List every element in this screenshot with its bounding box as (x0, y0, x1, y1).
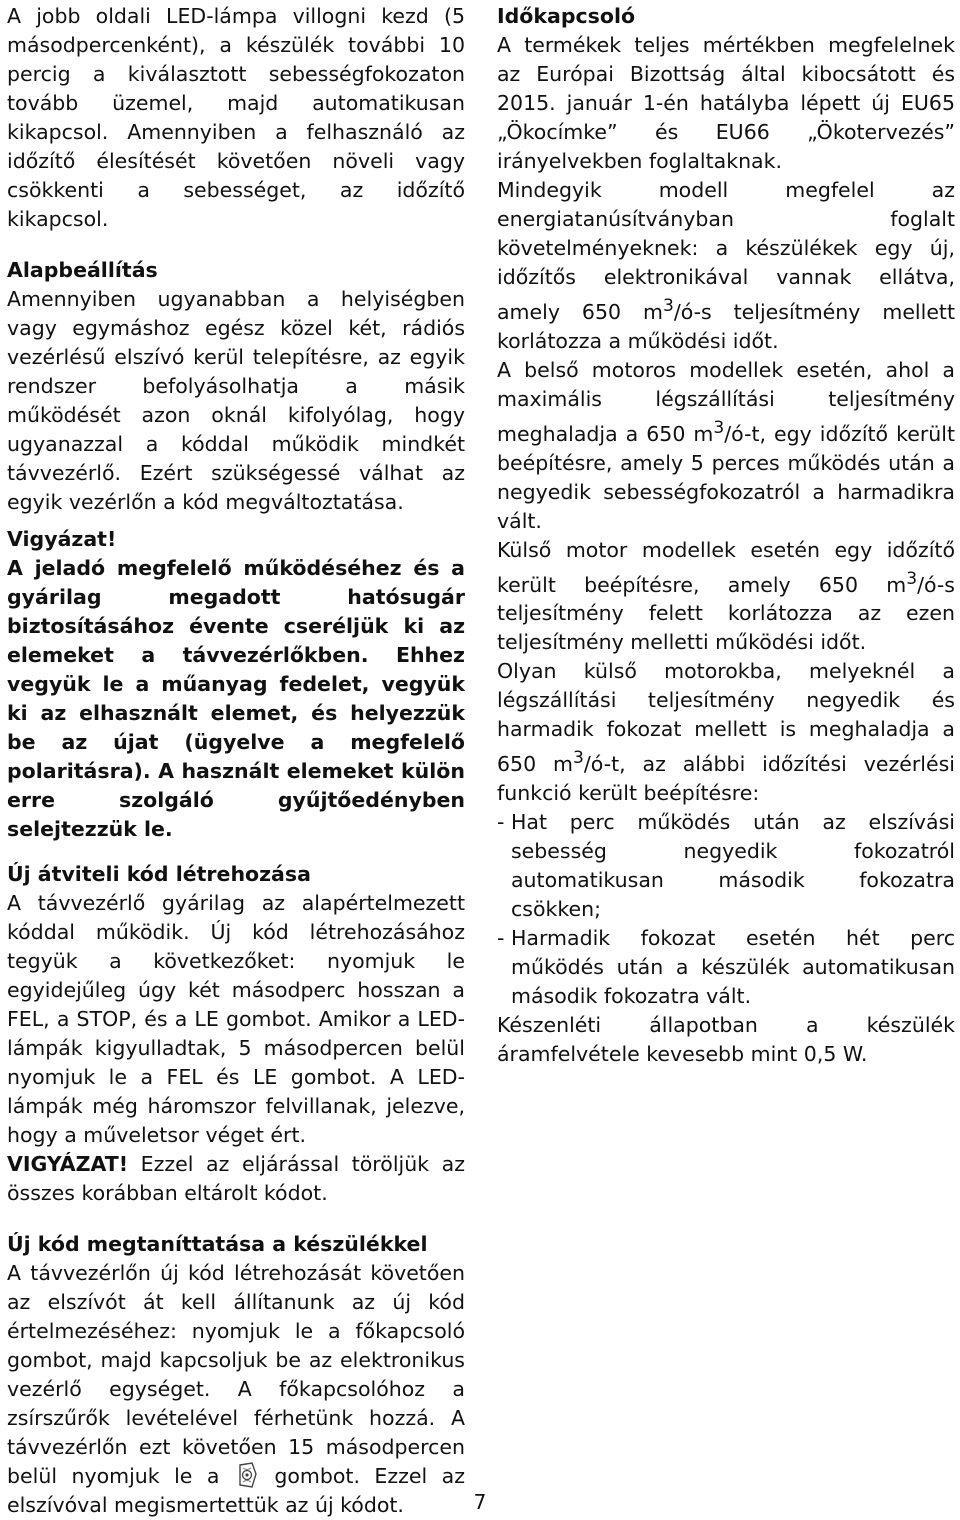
timer-paragraph-2 (497, 176, 955, 356)
timer-p3-part-a: A belső motoros modellek esetén, ahol a maximális légszállítási teljesítmény meghaladja a 650 m (497, 357, 955, 446)
list-item-text: Harmadik fokozat esetén hét perc működés után a készülék automatikusan második fokozatra vált. (511, 926, 955, 1009)
timer-p5-part-b: /ó-t, az alábbi időzítési vezérlési funkció került beépítésre: (497, 752, 955, 806)
timer-paragraph-4 (497, 536, 955, 658)
timer-p5-part-a: Olyan külső motorokba, melyeknél a légszállítási teljesítmény negyedik és harmadik fokozat mellett is meghaladja a 650 m (497, 659, 955, 777)
timer-paragraph-1: A termékek teljes mértékben megfelelnek az Európai Bizottság által kibocsátott és 2015. január 1-én hatályba lépett új EU65 „Ökocímke” és EU66 „Ökotervezés” irányelvekben foglaltaknak. (497, 33, 955, 173)
teach-code-text-after: gombot. Ezzel az elszívóval megismertettük az új kódot. (7, 1464, 465, 1517)
teach-code-paragraph (7, 1259, 465, 1520)
warning-paragraph: A jeladó megfelelő működéséhez és a gyárilag megadott hatósugár biztosításához évente cseréljük ki az elemeket a távvezérlőkben. Ehhez vegyük le a műanyag fedelet, vegyük ki az elhasznált elemet, és helyezzük be az újat (ügyelve a megfelelő polaritásra). A használt elemeket külön erre szolgáló gyűjtőedényben selejtezzük le. (7, 556, 465, 841)
teach-code-heading: Új kód megtaníttatása a készülékkel (7, 1232, 428, 1256)
timer-p4-part-a: Külső motor modellek esetén egy időzítő került beépítésre, amely 650 m (497, 537, 955, 597)
superscript-3: 3 (572, 748, 584, 769)
new-code-paragraph: A távvezérlő gyárilag az alapértelmezett kóddal működik. Új kód létrehozásához tegyük a következőket: nyomjuk le egyidejűleg úgy két másodperc hosszan a FEL, a STOP, és a LE gombot. Amikor a LED-lámpák kigyulladtak, 5 másodpercen belül nyomjuk le a FEL és LE gombot. A LED-lámpák még háromszor felvillanak, jelezve, hogy a műveletsor véget ért. (7, 891, 465, 1147)
timer-p3-part-b: /ó-t, egy időzítő került beépítésre, amely 5 perces működés után a negyedik sebességfokozatról a harmadikra vált. (497, 421, 956, 533)
timer-paragraph-6: Készenléti állapotban a készülék áramfelvétele kevesebb mint 0,5 W. (497, 1013, 955, 1067)
list-item (497, 808, 955, 924)
intro-paragraph: A jobb oldali LED-lámpa villogni kezd (5 másodpercenként), a készülék további 10 percig a kiválasztott sebességfokozaton tovább üzemel, majd automatikusan kikapcsol. Amennyiben a felhasználó az időzítő élesítését követően növeli vagy csökkenti a sebességet, az időzítő kikapcsol. (7, 4, 465, 231)
fan-button-icon (236, 1462, 258, 1488)
timer-p2-part-a: Mindegyik modell megfelel az energiatanúsítványban foglalt követelményeknek: a készülékek egy új, időzítős elektronikával vannak ellátva, amely 650 m (497, 178, 955, 324)
timer-p2-part-b: /ó-s teljesítmény mellett korlátozza a működési időt. (497, 299, 956, 353)
caution-label: VIGYÁZAT! (7, 1152, 129, 1176)
superscript-3: 3 (662, 296, 674, 316)
timer-paragraph-3 (497, 356, 955, 536)
new-code-heading: Új átviteli kód létrehozása (7, 862, 311, 886)
warning-heading: Vigyázat! (7, 527, 117, 551)
timer-paragraph-5 (497, 657, 955, 808)
caution-text: Ezzel az eljárással töröljük az összes korábban eltárolt kódot. (7, 1152, 465, 1205)
timer-heading: Időkapcsoló (497, 4, 636, 28)
list-item (497, 924, 955, 1011)
list-marker: - (497, 810, 505, 835)
basic-setting-paragraph: Amennyiben ugyanabban a helyiségben vagy egymáshoz egész közel két, rádiós vezérlésű elszívó kerül telepítésre, az egyik rendszer befolyásolhatja a másik működését azon oknál kifolyólag, hogy ugyanazzal a kóddal működik mindkét távvezérlő. Ezért szükségessé válhat az egyik vezérlőn a kód megváltoztatása. (7, 287, 465, 514)
list-marker: - (497, 926, 505, 951)
left-column (7, 2, 465, 1520)
teach-code-text-before: A távvezérlőn új kód létrehozását követően az elszívót át kell állítanunk az új kód értelmezéséhez: nyomjuk le a főkapcsoló gombot, majd kapcsoljuk be az elektronikus vezérlő egységet. A főkapcsolóhoz a zsírszűrők levételével férhetünk hozzá. A távvezérlőn ezt követően 15 másodpercen belül nyomjuk le a (7, 1261, 465, 1488)
basic-setting-heading: Alapbeállítás (7, 258, 158, 282)
list-item-text: Hat perc működés után az elszívási sebesség negyedik fokozatról automatikusan második fokozatra csökken; (511, 810, 955, 922)
page-number: 7 (473, 1490, 487, 1514)
superscript-3: 3 (713, 417, 725, 438)
timer-p4-part-b: /ó-s teljesítmény felett korlátozza az ezen teljesítmény melletti működési időt. (497, 572, 955, 655)
new-code-caution (7, 1150, 465, 1208)
timer-function-list (497, 808, 955, 1011)
right-column (497, 2, 955, 1069)
superscript-3: 3 (906, 568, 918, 589)
